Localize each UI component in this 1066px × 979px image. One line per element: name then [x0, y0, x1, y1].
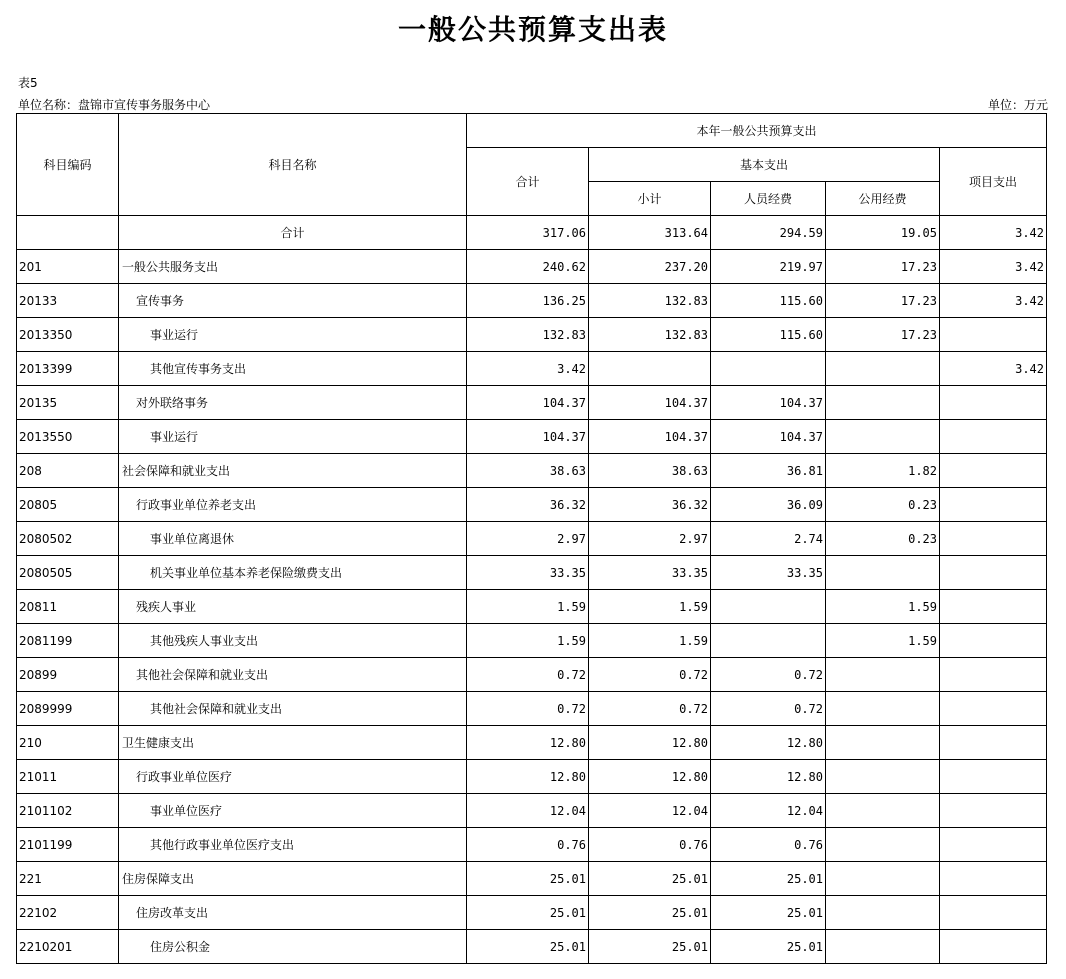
table-row	[17, 216, 1047, 250]
budget-table	[16, 113, 1047, 964]
cell-total: 3.42	[467, 352, 589, 386]
cell-public: 17.23	[826, 284, 940, 318]
cell-total: 1.59	[467, 590, 589, 624]
cell-public: 17.23	[826, 318, 940, 352]
cell-subtotal: 104.37	[589, 420, 711, 454]
row-name: 宣传事务	[119, 284, 467, 318]
row-code: 2013399	[17, 352, 119, 386]
header-total: 合计	[467, 148, 589, 216]
table-row	[17, 658, 1047, 692]
cell-subtotal: 0.76	[589, 828, 711, 862]
cell-personnel: 0.72	[711, 692, 826, 726]
row-name: 住房改革支出	[119, 896, 467, 930]
cell-personnel: 25.01	[711, 930, 826, 964]
cell-public	[826, 726, 940, 760]
cell-public	[826, 794, 940, 828]
cell-subtotal: 25.01	[589, 862, 711, 896]
header-group: 本年一般公共预算支出	[467, 114, 1047, 148]
cell-personnel: 0.76	[711, 828, 826, 862]
cell-project	[940, 658, 1047, 692]
cell-project	[940, 488, 1047, 522]
row-name: 事业单位离退休	[119, 522, 467, 556]
currency-unit: 单位：万元	[987, 98, 1048, 112]
row-code: 2101102	[17, 794, 119, 828]
table-row	[17, 522, 1047, 556]
cell-subtotal: 12.80	[589, 760, 711, 794]
row-code: 2081199	[17, 624, 119, 658]
cell-personnel: 33.35	[711, 556, 826, 590]
row-name: 其他宣传事务支出	[119, 352, 467, 386]
cell-public: 1.59	[826, 624, 940, 658]
cell-subtotal: 25.01	[589, 896, 711, 930]
row-code: 2013550	[17, 420, 119, 454]
table-row	[17, 318, 1047, 352]
cell-public	[826, 760, 940, 794]
row-code: 20133	[17, 284, 119, 318]
cell-subtotal	[589, 352, 711, 386]
cell-total: 36.32	[467, 488, 589, 522]
cell-personnel: 104.37	[711, 420, 826, 454]
table-row	[17, 760, 1047, 794]
table-row	[17, 930, 1047, 964]
cell-project	[940, 692, 1047, 726]
cell-total: 25.01	[467, 930, 589, 964]
table-row	[17, 692, 1047, 726]
cell-public	[826, 658, 940, 692]
table-row	[17, 352, 1047, 386]
cell-personnel: 36.81	[711, 454, 826, 488]
cell-public	[826, 386, 940, 420]
cell-subtotal: 313.64	[589, 216, 711, 250]
cell-subtotal: 104.37	[589, 386, 711, 420]
cell-public	[826, 692, 940, 726]
row-name: 机关事业单位基本养老保险缴费支出	[119, 556, 467, 590]
cell-project: 3.42	[940, 352, 1047, 386]
row-code: 20805	[17, 488, 119, 522]
cell-project: 3.42	[940, 216, 1047, 250]
row-code: 21011	[17, 760, 119, 794]
table-row	[17, 250, 1047, 284]
cell-subtotal: 0.72	[589, 692, 711, 726]
cell-total: 0.76	[467, 828, 589, 862]
unit-name: 单位名称：盘锦市宣传事务服务中心	[18, 98, 211, 112]
cell-personnel: 294.59	[711, 216, 826, 250]
cell-subtotal: 38.63	[589, 454, 711, 488]
cell-project	[940, 624, 1047, 658]
cell-personnel: 115.60	[711, 284, 826, 318]
cell-total: 0.72	[467, 658, 589, 692]
cell-total: 104.37	[467, 420, 589, 454]
row-code: 20899	[17, 658, 119, 692]
header-public: 公用经费	[826, 182, 940, 216]
cell-personnel: 219.97	[711, 250, 826, 284]
table-row	[17, 454, 1047, 488]
table-row	[17, 794, 1047, 828]
row-code: 2089999	[17, 692, 119, 726]
cell-project	[940, 420, 1047, 454]
row-code: 210	[17, 726, 119, 760]
cell-subtotal: 132.83	[589, 284, 711, 318]
table-row	[17, 284, 1047, 318]
cell-personnel: 115.60	[711, 318, 826, 352]
cell-project: 3.42	[940, 284, 1047, 318]
cell-subtotal: 1.59	[589, 590, 711, 624]
cell-public: 17.23	[826, 250, 940, 284]
cell-total: 12.80	[467, 760, 589, 794]
row-name: 社会保障和就业支出	[119, 454, 467, 488]
header-project: 项目支出	[940, 148, 1047, 216]
cell-public	[826, 930, 940, 964]
row-name: 行政事业单位医疗	[119, 760, 467, 794]
cell-total: 12.80	[467, 726, 589, 760]
header-personnel: 人员经费	[711, 182, 826, 216]
row-code: 201	[17, 250, 119, 284]
cell-subtotal: 2.97	[589, 522, 711, 556]
header-name: 科目名称	[119, 114, 467, 216]
table-number: 表5	[18, 76, 38, 90]
cell-personnel: 2.74	[711, 522, 826, 556]
row-name: 行政事业单位养老支出	[119, 488, 467, 522]
table-row	[17, 862, 1047, 896]
row-name: 事业单位医疗	[119, 794, 467, 828]
row-name: 合计	[119, 216, 467, 250]
cell-total: 25.01	[467, 862, 589, 896]
cell-personnel	[711, 590, 826, 624]
row-code: 2080502	[17, 522, 119, 556]
cell-public	[826, 352, 940, 386]
cell-public	[826, 862, 940, 896]
cell-subtotal: 33.35	[589, 556, 711, 590]
cell-personnel	[711, 624, 826, 658]
cell-subtotal: 12.04	[589, 794, 711, 828]
cell-subtotal: 12.80	[589, 726, 711, 760]
cell-project: 3.42	[940, 250, 1047, 284]
cell-project	[940, 522, 1047, 556]
row-code: 221	[17, 862, 119, 896]
cell-project	[940, 794, 1047, 828]
cell-public: 1.59	[826, 590, 940, 624]
cell-public	[826, 556, 940, 590]
cell-subtotal: 132.83	[589, 318, 711, 352]
cell-personnel: 104.37	[711, 386, 826, 420]
cell-total: 317.06	[467, 216, 589, 250]
row-code: 2101199	[17, 828, 119, 862]
header-code: 科目编码	[17, 114, 119, 216]
table-row	[17, 624, 1047, 658]
cell-total: 0.72	[467, 692, 589, 726]
cell-project	[940, 726, 1047, 760]
cell-total: 1.59	[467, 624, 589, 658]
cell-total: 136.25	[467, 284, 589, 318]
cell-personnel: 12.80	[711, 726, 826, 760]
table-row	[17, 726, 1047, 760]
row-name: 卫生健康支出	[119, 726, 467, 760]
table-row	[17, 488, 1047, 522]
row-code: 2210201	[17, 930, 119, 964]
row-code: 22102	[17, 896, 119, 930]
cell-total: 132.83	[467, 318, 589, 352]
cell-total: 25.01	[467, 896, 589, 930]
row-code: 208	[17, 454, 119, 488]
row-code: 2013350	[17, 318, 119, 352]
row-name: 对外联络事务	[119, 386, 467, 420]
row-name: 住房公积金	[119, 930, 467, 964]
cell-total: 104.37	[467, 386, 589, 420]
cell-project	[940, 930, 1047, 964]
cell-subtotal: 0.72	[589, 658, 711, 692]
cell-personnel	[711, 352, 826, 386]
table-row	[17, 386, 1047, 420]
row-name: 一般公共服务支出	[119, 250, 467, 284]
cell-public	[826, 896, 940, 930]
row-name: 其他社会保障和就业支出	[119, 692, 467, 726]
row-code	[17, 216, 119, 250]
cell-public: 0.23	[826, 488, 940, 522]
table-row	[17, 896, 1047, 930]
table-row	[17, 590, 1047, 624]
row-name: 其他残疾人事业支出	[119, 624, 467, 658]
row-name: 其他社会保障和就业支出	[119, 658, 467, 692]
cell-personnel: 12.04	[711, 794, 826, 828]
cell-project	[940, 556, 1047, 590]
cell-project	[940, 386, 1047, 420]
cell-subtotal: 25.01	[589, 930, 711, 964]
cell-subtotal: 36.32	[589, 488, 711, 522]
cell-public: 0.23	[826, 522, 940, 556]
cell-total: 33.35	[467, 556, 589, 590]
header-subtotal: 小计	[589, 182, 711, 216]
cell-personnel: 25.01	[711, 896, 826, 930]
cell-personnel: 25.01	[711, 862, 826, 896]
cell-public	[826, 420, 940, 454]
cell-project	[940, 454, 1047, 488]
cell-project	[940, 828, 1047, 862]
cell-public	[826, 828, 940, 862]
row-name: 事业运行	[119, 420, 467, 454]
cell-project	[940, 760, 1047, 794]
cell-public: 1.82	[826, 454, 940, 488]
cell-total: 38.63	[467, 454, 589, 488]
row-code: 20811	[17, 590, 119, 624]
table-row	[17, 828, 1047, 862]
cell-total: 2.97	[467, 522, 589, 556]
row-name: 残疾人事业	[119, 590, 467, 624]
cell-personnel: 36.09	[711, 488, 826, 522]
cell-personnel: 0.72	[711, 658, 826, 692]
cell-subtotal: 237.20	[589, 250, 711, 284]
page-title: 一般公共预算支出表	[397, 13, 668, 46]
row-code: 20135	[17, 386, 119, 420]
cell-project	[940, 862, 1047, 896]
cell-total: 240.62	[467, 250, 589, 284]
cell-project	[940, 590, 1047, 624]
cell-project	[940, 318, 1047, 352]
table-row	[17, 556, 1047, 590]
cell-project	[940, 896, 1047, 930]
table-row	[17, 420, 1047, 454]
row-name: 其他行政事业单位医疗支出	[119, 828, 467, 862]
cell-public: 19.05	[826, 216, 940, 250]
cell-personnel: 12.80	[711, 760, 826, 794]
row-name: 事业运行	[119, 318, 467, 352]
cell-subtotal: 1.59	[589, 624, 711, 658]
cell-total: 12.04	[467, 794, 589, 828]
row-name: 住房保障支出	[119, 862, 467, 896]
row-code: 2080505	[17, 556, 119, 590]
header-basic: 基本支出	[589, 148, 940, 182]
